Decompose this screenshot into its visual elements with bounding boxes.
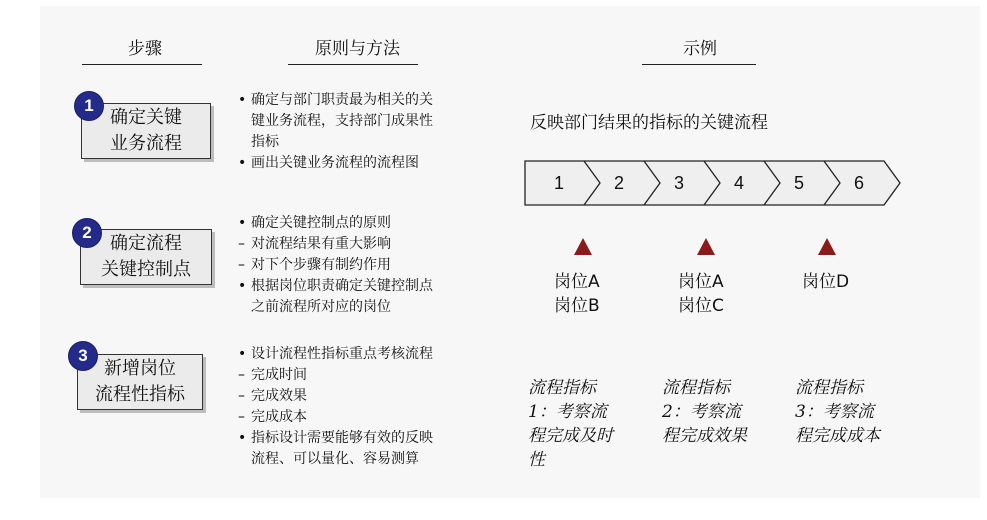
- principles-block-2: [238, 213, 488, 318]
- process-metric-3: [795, 376, 880, 448]
- principle-line: – 对下个步骤有制约作用: [238, 257, 391, 273]
- process-step-label: 2: [613, 173, 625, 193]
- metric-line: 流程指标: [528, 378, 596, 398]
- process-step-label: 1: [553, 173, 565, 193]
- metric-line: 流程指标: [662, 378, 730, 398]
- header-steps-underline: [82, 64, 202, 65]
- step-number-badge-3: 3: [68, 341, 98, 371]
- principle-line: 键业务流程，支持部门成果性: [251, 113, 433, 129]
- header-principles: 原则与方法: [315, 39, 400, 59]
- metric-line: 流程指标: [795, 378, 863, 398]
- header-principles-underline: [288, 64, 418, 65]
- position-label: 岗位C: [678, 296, 724, 316]
- process-metric-2: [662, 376, 747, 448]
- metric-line: 程完成及时: [528, 426, 613, 446]
- principle-line: • 确定关键控制点的原则: [238, 215, 391, 231]
- step-2-line2: 关键控制点: [101, 259, 191, 280]
- step-3-line2: 流程性指标: [95, 384, 185, 405]
- process-step-label: 3: [673, 173, 685, 193]
- principle-line: 之前流程所对应的岗位: [251, 299, 391, 315]
- header-steps: 步骤: [128, 39, 162, 59]
- position-label: 岗位B: [554, 296, 600, 316]
- principle-line: • 指标设计需要能够有效的反映: [238, 430, 433, 446]
- header-example-underline: [642, 64, 756, 65]
- principle-line: – 对流程结果有重大影响: [238, 236, 391, 252]
- principle-line: – 完成时间: [238, 367, 307, 383]
- metric-line: 程完成效果: [662, 426, 747, 446]
- process-chevron-chain: [522, 158, 904, 208]
- step-2-line1: 确定流程: [110, 233, 182, 254]
- position-label: 岗位A: [554, 272, 600, 292]
- step-1-line2: 业务流程: [110, 133, 182, 154]
- process-outline: [525, 161, 900, 205]
- control-point-marker-icon: [574, 238, 592, 255]
- process-step-label: 5: [793, 173, 805, 193]
- step-number-badge-2: 2: [72, 218, 102, 248]
- principle-line: – 完成效果: [238, 388, 307, 404]
- position-group-2: [678, 270, 724, 318]
- position-label: 岗位A: [678, 272, 724, 292]
- principle-line: 指标: [251, 134, 279, 150]
- header-example: 示例: [683, 39, 717, 59]
- position-group-1: [554, 270, 600, 318]
- process-metric-1: [528, 376, 613, 472]
- principles-block-3: [238, 344, 488, 470]
- principles-block-1: [238, 90, 488, 174]
- principle-line: – 完成成本: [238, 409, 307, 425]
- position-group-3: [802, 270, 849, 294]
- step-1-line1: 确定关键: [110, 107, 182, 128]
- metric-line: 1：考察流: [528, 402, 607, 422]
- step-3-line1: 新增岗位: [104, 358, 176, 379]
- process-step-label: 6: [853, 173, 865, 193]
- control-point-marker-icon: [697, 238, 715, 255]
- example-title: 反映部门结果的指标的关键流程: [530, 113, 768, 133]
- control-point-marker-icon: [818, 238, 836, 255]
- metric-line: 2：考察流: [662, 402, 741, 422]
- metric-line: 性: [528, 450, 545, 470]
- principle-line: • 根据岗位职责确定关键控制点: [238, 278, 433, 294]
- metric-line: 3：考察流: [795, 402, 874, 422]
- principle-line: • 画出关键业务流程的流程图: [238, 155, 419, 171]
- principle-line: • 确定与部门职责最为相关的关: [238, 92, 433, 108]
- step-number-badge-1: 1: [74, 91, 104, 121]
- metric-line: 程完成成本: [795, 426, 880, 446]
- principle-line: • 设计流程性指标重点考核流程: [238, 346, 433, 362]
- process-step-label: 4: [733, 173, 745, 193]
- position-label: 岗位D: [802, 272, 850, 292]
- principle-line: 流程、可以量化、容易测算: [251, 451, 419, 467]
